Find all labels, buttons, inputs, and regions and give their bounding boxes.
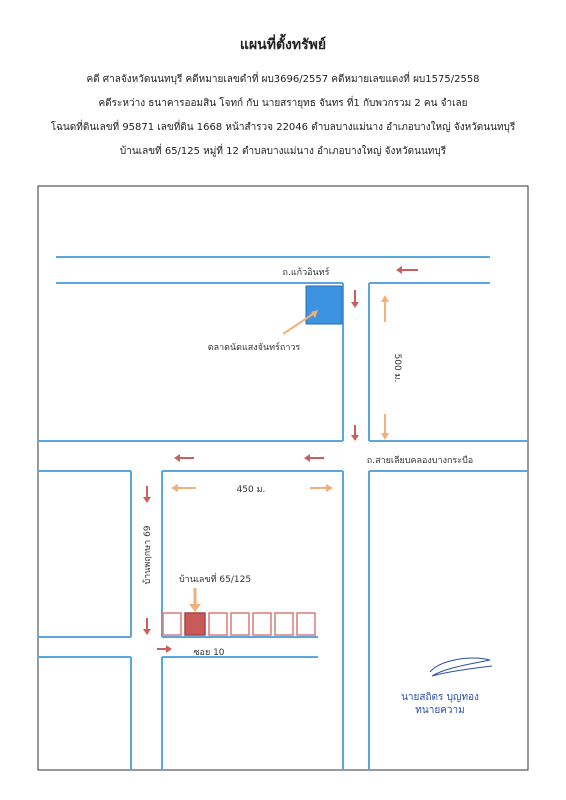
distance-label-vertical: 500 ม. — [392, 353, 402, 383]
lawyer-signature — [430, 658, 492, 676]
house-lot — [297, 613, 315, 635]
market-block — [306, 286, 342, 324]
road-label-kaew-in: ถ.แก้วอินทร์ — [282, 268, 330, 278]
distance-arrows-orange — [171, 295, 389, 492]
page-title: แผนที่ตั้งทรัพย์ — [239, 37, 327, 53]
soi-label-pruksa: บ้านพฤกษา 69 — [143, 525, 153, 585]
market-label: ตลาดนัดแสงจันทร์ถาวร — [207, 343, 301, 353]
house-lot — [231, 613, 249, 635]
address-line: บ้านเลขที่ 65/125 หมู่ที่ 12 ตำบลบางแม่นาง อำเภอบางใหญ่ จังหวัดนนทบุรี — [119, 146, 447, 157]
house-lot — [163, 613, 181, 635]
soi-label-10: ซอย 10 — [193, 648, 225, 658]
distance-label-horizontal: 450 ม. — [236, 485, 266, 495]
road-soi-10 — [38, 637, 318, 657]
parties-line: คดีระหว่าง ธนาคารออมสิน โจทก์ กับ นายสรายุทธ จันทร ที่1 กับพวกรวม 2 คน จำเลย — [98, 98, 468, 109]
road-vertical — [343, 283, 369, 441]
house-lot — [275, 613, 293, 635]
road-lower-verticals — [131, 471, 369, 770]
house-lot — [209, 613, 227, 635]
deed-info-line: โฉนดที่ดินเลขที่ 95871 เลขที่ดิน 1668 หน้าสำรวจ 22046 ตำบลบางแม่นาง อำเภอบางใหญ่ จังหวัดนนทบุรี — [50, 122, 516, 133]
house-pointer-head — [189, 604, 201, 612]
case-info-line: คดี ศาลจังหวัดนนทบุรี คดีหมายเลขดำที่ ผบ3696/2557 คดีหมายเลขแดงที่ ผบ1575/2558 — [86, 74, 480, 85]
signer-role: ทนายความ — [415, 705, 465, 716]
road-label-canal: ถ.สายเลียบคลองบางกระบือ — [366, 456, 474, 466]
road-kaew-in — [56, 257, 490, 283]
target-house — [185, 613, 205, 635]
house-row — [163, 613, 315, 635]
signer-name: นายสถิตร บุญทอง — [401, 692, 479, 703]
house-label: บ้านเลขที่ 65/125 — [178, 575, 252, 585]
house-lot — [253, 613, 271, 635]
